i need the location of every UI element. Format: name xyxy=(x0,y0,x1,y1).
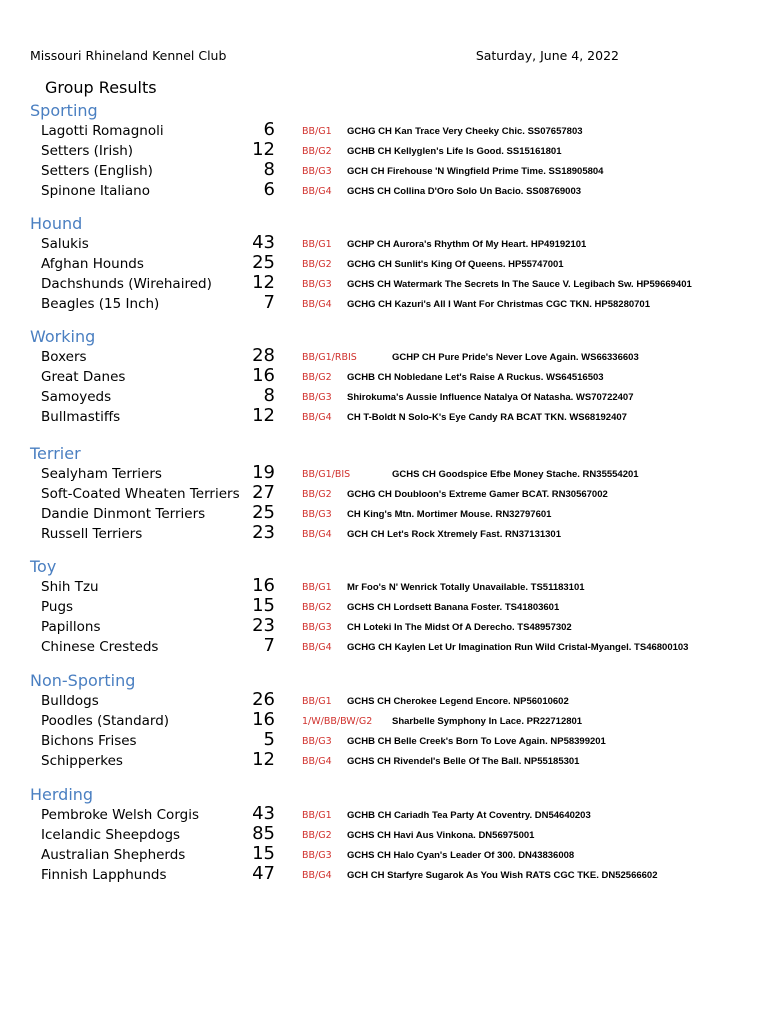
breed-name: Sealyham Terriers xyxy=(41,466,162,482)
result-row xyxy=(0,179,770,203)
result-row xyxy=(0,843,770,867)
winning-dog: GCHS CH Rivendel's Belle Of The Ball. NP55185301 xyxy=(347,756,580,767)
winning-dog: CH Loteki In The Midst Of A Derecho. TS48957302 xyxy=(347,622,572,633)
result-row xyxy=(0,405,770,429)
breed-name: Schipperkes xyxy=(41,753,123,769)
entry-count: 6 xyxy=(263,119,275,140)
winning-dog: Shirokuma's Aussie Influence Natalya Of Natasha. WS70722407 xyxy=(347,392,634,403)
result-row xyxy=(0,159,770,183)
entry-count: 23 xyxy=(252,615,275,636)
breed-name: Salukis xyxy=(41,236,89,252)
entry-count: 16 xyxy=(252,709,275,730)
breed-name: Pembroke Welsh Corgis xyxy=(41,807,199,823)
winning-dog: GCH CH Starfyre Sugarok As You Wish RATS CGC TKE. DN52566602 xyxy=(347,870,658,881)
winning-dog: GCHB CH Cariadh Tea Party At Coventry. DN54640203 xyxy=(347,810,591,821)
award-code: BB/G4 xyxy=(302,870,332,881)
entry-count: 27 xyxy=(252,482,275,503)
entry-count: 8 xyxy=(263,159,275,180)
entry-count: 7 xyxy=(263,292,275,313)
winning-dog: GCHS CH Halo Cyan's Leader Of 300. DN43836008 xyxy=(347,850,575,861)
result-row xyxy=(0,365,770,389)
award-code: BB/G2 xyxy=(302,602,332,613)
entry-count: 16 xyxy=(252,575,275,596)
entry-count: 12 xyxy=(252,405,275,426)
award-code: BB/G3 xyxy=(302,392,332,403)
entry-count: 12 xyxy=(252,749,275,770)
result-row xyxy=(0,345,770,369)
group-name: Sporting xyxy=(30,101,98,120)
winning-dog: GCH CH Let's Rock Xtremely Fast. RN37131301 xyxy=(347,529,561,540)
breed-name: Boxers xyxy=(41,349,87,365)
breed-name: Poodles (Standard) xyxy=(41,713,170,729)
group-name: Terrier xyxy=(30,444,81,463)
award-code: BB/G3 xyxy=(302,622,332,633)
breed-name: Papillons xyxy=(41,619,101,635)
breed-name: Soft-Coated Wheaten Terriers xyxy=(41,486,240,502)
breed-name: Russell Terriers xyxy=(41,526,143,542)
club-name: Missouri Rhineland Kennel Club xyxy=(30,48,227,63)
award-code: BB/G3 xyxy=(302,166,332,177)
event-date: Saturday, June 4, 2022 xyxy=(475,48,619,63)
breed-name: Australian Shepherds xyxy=(41,847,186,863)
result-row xyxy=(0,729,770,753)
entry-count: 43 xyxy=(252,803,275,824)
entry-count: 16 xyxy=(252,365,275,386)
result-row xyxy=(0,823,770,847)
winning-dog: GCHS CH Lordsett Banana Foster. TS41803601 xyxy=(347,602,560,613)
award-code: 1/W/BB/BW/G2 xyxy=(302,716,373,727)
award-code: BB/G1/RBIS xyxy=(302,352,357,363)
result-row xyxy=(0,272,770,296)
breed-name: Bulldogs xyxy=(41,693,99,709)
award-code: BB/G1 xyxy=(302,582,332,593)
winning-dog: GCHG CH Kaylen Let Ur Imagination Run Wild Cristal-Myangel. TS46800103 xyxy=(347,642,689,653)
entry-count: 12 xyxy=(252,272,275,293)
breed-name: Great Danes xyxy=(41,369,126,385)
breed-name: Beagles (15 Inch) xyxy=(41,296,160,312)
award-code: BB/G4 xyxy=(302,299,332,310)
result-row xyxy=(0,232,770,256)
result-row xyxy=(0,522,770,546)
group-name: Hound xyxy=(30,214,83,233)
award-code: BB/G4 xyxy=(302,186,332,197)
winning-dog: GCHS CH Collina D'Oro Solo Un Bacio. SS08769003 xyxy=(347,186,582,197)
entry-count: 5 xyxy=(263,729,275,750)
award-code: BB/G2 xyxy=(302,489,332,500)
entry-count: 25 xyxy=(252,252,275,273)
winning-dog: GCHB CH Kellyglen's Life Is Good. SS15161801 xyxy=(347,146,562,157)
winning-dog: Mr Foo's N' Wenrick Totally Unavailable. TS51183101 xyxy=(347,582,585,593)
result-row xyxy=(0,595,770,619)
entry-count: 19 xyxy=(252,462,275,483)
result-row xyxy=(0,502,770,526)
breed-name: Setters (English) xyxy=(41,163,153,179)
breed-name: Pugs xyxy=(41,599,74,615)
winning-dog: GCHB CH Nobledane Let's Raise A Ruckus. WS64516503 xyxy=(347,372,604,383)
result-row xyxy=(0,482,770,506)
result-row xyxy=(0,689,770,713)
entry-count: 15 xyxy=(252,843,275,864)
breed-name: Chinese Cresteds xyxy=(41,639,159,655)
entry-count: 28 xyxy=(252,345,275,366)
award-code: BB/G3 xyxy=(302,850,332,861)
result-row xyxy=(0,615,770,639)
result-row xyxy=(0,139,770,163)
award-code: BB/G1 xyxy=(302,696,332,707)
award-code: BB/G1 xyxy=(302,239,332,250)
group-name: Non-Sporting xyxy=(30,671,136,690)
award-code: BB/G3 xyxy=(302,279,332,290)
breed-name: Icelandic Sheepdogs xyxy=(41,827,181,843)
winning-dog: CH King's Mtn. Mortimer Mouse. RN32797601 xyxy=(347,509,552,520)
result-row xyxy=(0,119,770,143)
winning-dog: GCHP CH Aurora's Rhythm Of My Heart. HP49192101 xyxy=(347,239,587,250)
award-code: BB/G2 xyxy=(302,372,332,383)
winning-dog: GCH CH Firehouse 'N Wingfield Prime Time. SS18905804 xyxy=(347,166,604,177)
winning-dog: CH T-Boldt N Solo-K's Eye Candy RA BCAT TKN. WS68192407 xyxy=(347,412,627,423)
result-row xyxy=(0,462,770,486)
winning-dog: GCHS CH Watermark The Secrets In The Sauce V. Legibach Sw. HP59669401 xyxy=(347,279,692,290)
entry-count: 15 xyxy=(252,595,275,616)
result-row xyxy=(0,292,770,316)
winning-dog: GCHG CH Sunlit's King Of Queens. HP55747001 xyxy=(347,259,564,270)
winning-dog: Sharbelle Symphony In Lace. PR22712801 xyxy=(392,716,583,727)
entry-count: 25 xyxy=(252,502,275,523)
winning-dog: GCHS CH Goodspice Efbe Money Stache. RN35554201 xyxy=(392,469,639,480)
award-code: BB/G2 xyxy=(302,146,332,157)
breed-name: Spinone Italiano xyxy=(41,183,150,199)
breed-name: Afghan Hounds xyxy=(41,256,144,272)
page-title: Group Results xyxy=(45,78,157,97)
winning-dog: GCHS CH Havi Aus Vinkona. DN56975001 xyxy=(347,830,535,841)
award-code: BB/G3 xyxy=(302,736,332,747)
award-code: BB/G1/BIS xyxy=(302,469,351,480)
winning-dog: GCHB CH Belle Creek's Born To Love Again. NP58399201 xyxy=(347,736,606,747)
group-name: Working xyxy=(30,327,96,346)
entry-count: 7 xyxy=(263,635,275,656)
winning-dog: GCHG CH Kan Trace Very Cheeky Chic. SS07657803 xyxy=(347,126,583,137)
entry-count: 6 xyxy=(263,179,275,200)
winning-dog: GCHS CH Cherokee Legend Encore. NP56010602 xyxy=(347,696,569,707)
result-row xyxy=(0,863,770,887)
result-row xyxy=(0,575,770,599)
result-row xyxy=(0,709,770,733)
breed-name: Bichons Frises xyxy=(41,733,137,749)
result-row xyxy=(0,385,770,409)
winning-dog: GCHG CH Doubloon's Extreme Gamer BCAT. RN30567002 xyxy=(347,489,608,500)
group-name: Toy xyxy=(30,557,57,576)
entry-count: 8 xyxy=(263,385,275,406)
breed-name: Lagotti Romagnoli xyxy=(41,123,164,139)
award-code: BB/G4 xyxy=(302,642,332,653)
award-code: BB/G1 xyxy=(302,810,332,821)
award-code: BB/G3 xyxy=(302,509,332,520)
winning-dog: GCHP CH Pure Pride's Never Love Again. WS66336603 xyxy=(392,352,639,363)
result-row xyxy=(0,252,770,276)
award-code: BB/G4 xyxy=(302,756,332,767)
entry-count: 47 xyxy=(252,863,275,884)
entry-count: 85 xyxy=(252,823,275,844)
award-code: BB/G1 xyxy=(302,126,332,137)
award-code: BB/G2 xyxy=(302,259,332,270)
entry-count: 26 xyxy=(252,689,275,710)
entry-count: 43 xyxy=(252,232,275,253)
award-code: BB/G4 xyxy=(302,412,332,423)
award-code: BB/G2 xyxy=(302,830,332,841)
breed-name: Samoyeds xyxy=(41,389,112,405)
result-row xyxy=(0,749,770,773)
breed-name: Dachshunds (Wirehaired) xyxy=(41,276,212,292)
breed-name: Finnish Lapphunds xyxy=(41,867,167,883)
result-row xyxy=(0,803,770,827)
entry-count: 12 xyxy=(252,139,275,160)
breed-name: Bullmastiffs xyxy=(41,409,121,425)
breed-name: Setters (Irish) xyxy=(41,143,134,159)
breed-name: Dandie Dinmont Terriers xyxy=(41,506,206,522)
entry-count: 23 xyxy=(252,522,275,543)
group-name: Herding xyxy=(30,785,94,804)
breed-name: Shih Tzu xyxy=(41,579,99,595)
award-code: BB/G4 xyxy=(302,529,332,540)
result-row xyxy=(0,635,770,659)
winning-dog: GCHG CH Kazuri's All I Want For Christmas CGC TKN. HP58280701 xyxy=(347,299,650,310)
